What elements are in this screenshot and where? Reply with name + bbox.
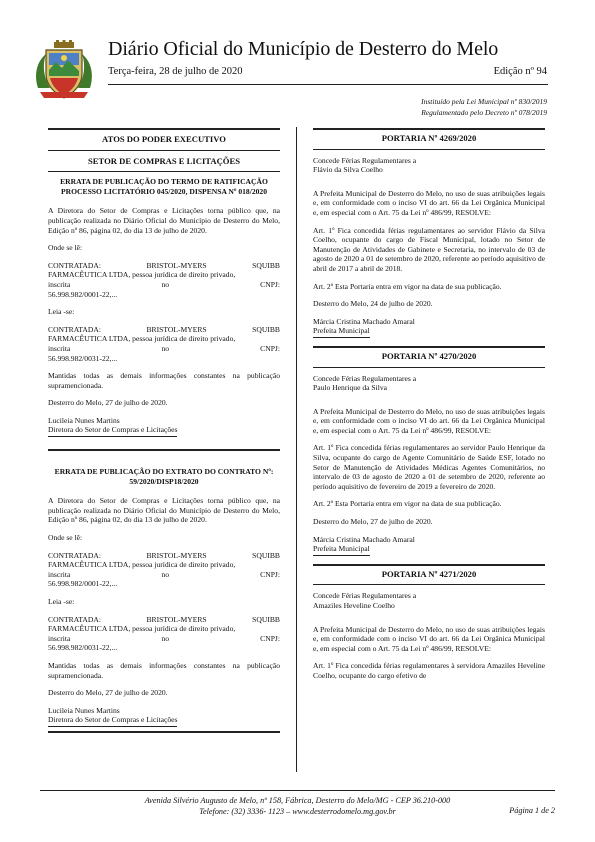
label-contratada: CONTRATADA: [48, 550, 101, 560]
divider [313, 346, 545, 348]
municipal-coat-of-arms-logo [32, 40, 96, 104]
portaria-article-2: Art. 2º Esta Portaria entra em vigor na data de sua publicação. [313, 499, 502, 509]
footer-contact: Telefone: (32) 3336- 1123 – www.desterrodomelo.mg.gov.br [199, 807, 396, 816]
portaria-subject: Concede Férias Regulamentares a [313, 591, 417, 601]
subsection-title: SETOR DE COMPRAS E LICITAÇÕES [87, 155, 240, 166]
errata-2-contratada-wrong [48, 551, 280, 589]
word: inscrita [48, 569, 71, 579]
footer-rule [40, 790, 555, 791]
portaria-article-1: Art. 1º Fica concedida férias regulamentares à servidora Amaziles Heveline Coelho, ocupante do cargo efetivo de [313, 661, 545, 680]
portaria-preamble: A Prefeita Municipal de Desterro do Melo, no uso de suas atribuições legais e, em conformidade com o inciso VI do art. 66 da Lei Orgânica Municipal e, em especial com o Art. 75 da Lei nº 486/99, RESOLVE: [313, 624, 545, 653]
errata-1-mantidas: Mantidas todas as demais informações constantes na publicação supramencionada. [48, 371, 280, 390]
label-contratada: CONTRATADA: [48, 324, 101, 334]
company-desc: FARMACÊUTICA LTDA, pessoa jurídica de direito privado, [48, 334, 236, 344]
word: inscrita [48, 279, 71, 289]
left-column [48, 128, 280, 733]
word: CNPJ: [260, 569, 280, 579]
errata-1-onde-se-le: Onde se lê: [48, 243, 83, 253]
portaria-4271-title: PORTARIA Nº 4271/2020 [381, 568, 477, 579]
edition-number: Edição nº 94 [493, 66, 547, 77]
errata-2 [48, 467, 280, 727]
portaria-4270 [313, 374, 545, 556]
company-part: SQUIBB [252, 260, 280, 270]
portaria-signer: Márcia Cristina Machado Amaral [313, 316, 415, 326]
word: no [161, 279, 170, 289]
portaria-signer-role: Prefeita Municipal [313, 544, 370, 556]
divider [313, 128, 545, 130]
newspaper-title: Diário Oficial do Município de Desterro do Melo [108, 38, 499, 60]
errata-1 [48, 177, 280, 437]
errata-1-signer: Lucileia Nunes Martins [48, 415, 120, 425]
portaria-article-2: Art. 2º Esta Portaria entra em vigor na data de sua publicação. [313, 281, 502, 291]
portaria-4270-title: PORTARIA Nº 4270/2020 [381, 350, 477, 361]
errata-1-signer-role: Diretora do Setor de Compras e Licitações [48, 425, 177, 437]
label-contratada: CONTRATADA: [48, 614, 101, 624]
divider [48, 731, 280, 733]
errata-1-place-date: Desterro do Melo, 27 de julho de 2020. [48, 398, 168, 408]
portaria-employee: Paulo Henrique da Silva [313, 383, 388, 393]
portaria-place-date: Desterro do Melo, 27 de julho de 2020. [313, 517, 433, 527]
divider [313, 149, 545, 150]
errata-2-contratada-correct [48, 615, 280, 653]
institution-decree: Regulamentado pelo Decreto nº 078/2019 [421, 108, 547, 117]
company-part: SQUIBB [252, 550, 280, 560]
portaria-signer-role: Prefeita Municipal [313, 326, 370, 338]
divider [48, 449, 280, 451]
errata-2-onde-se-le: Onde se lê: [48, 533, 83, 543]
errata-1-contratada-wrong [48, 261, 280, 299]
cnpj-value: 56.998.982/0031-22,... [48, 643, 118, 653]
errata-2-place-date: Desterro do Melo, 27 de julho de 2020. [48, 688, 168, 698]
company-part: SQUIBB [252, 324, 280, 334]
portaria-employee: Flávio da Silva Coelho [313, 165, 383, 175]
errata-2-intro: A Diretora do Setor de Compras e Licitações torna público que, na publicação realizada no Diário Oficial do Município de Desterro do Melo, Edição nº 86, página 02, do dia 13 de julho de 2020. [48, 496, 280, 525]
portaria-4271 [313, 591, 545, 680]
portaria-subject: Concede Férias Regulamentares a [313, 155, 417, 165]
cnpj-value: 56.998.982/0001-22,... [48, 579, 118, 589]
word: no [161, 343, 170, 353]
portaria-article-1: Art. 1º Fica concedida férias regulamentares ao servidor Flávio da Silva Coelho, ocupante do cargo de Fiscal Municipal, lotado no Setor de Manutenção de Atividades de Gabinete e Secretaria, no intervalo de 03 de agosto de 2020 a 01 de setembro de 2020, referente ao período aquisitivo de abril de 2017 a abril de 2018. [313, 225, 545, 273]
errata-1-leia-se: Leia -se: [48, 307, 75, 317]
cnpj-value: 56.998.982/0001-22,... [48, 289, 118, 299]
word: CNPJ: [260, 633, 280, 643]
portaria-preamble: A Prefeita Municipal de Desterro do Melo, no uso de suas atribuições legais e, em conformidade com o inciso VI do art. 66 da Lei Orgânica Municipal e, em especial com o Art. 75 da Lei nº 486/99, RESOLVE: [313, 406, 545, 435]
errata-2-signer: Lucileia Nunes Martins [48, 705, 120, 715]
header-rule [108, 84, 548, 85]
errata-2-signer-role: Diretora do Setor de Compras e Licitações [48, 715, 177, 727]
company-part: BRISTOL-MYERS [146, 260, 207, 270]
portaria-4269-title: PORTARIA Nº 4269/2020 [381, 133, 477, 143]
column-separator [296, 127, 297, 772]
company-part: BRISTOL-MYERS [146, 324, 207, 334]
errata-2-leia-se: Leia -se: [48, 597, 75, 606]
divider [48, 150, 280, 151]
divider [48, 171, 280, 172]
company-desc: FARMACÊUTICA LTDA, pessoa jurídica de direito privado, [48, 270, 236, 280]
company-desc: FARMACÊUTICA LTDA, pessoa jurídica de direito privado, [48, 624, 236, 634]
footer-address: Avenida Silvério Augusto de Melo, nº 158, Fábrica, Desterro do Melo/MG - CEP 36.210-000 [144, 796, 451, 805]
company-part: SQUIBB [252, 614, 280, 624]
word: inscrita [48, 343, 71, 353]
divider [313, 367, 545, 368]
portaria-subject: Concede Férias Regulamentares a [313, 373, 417, 383]
divider [313, 584, 545, 585]
word: CNPJ: [260, 343, 280, 353]
issue-date: Terça-feira, 28 de julho de 2020 [108, 66, 243, 77]
cnpj-value: 56.998.982/0031-22,... [48, 353, 118, 363]
label-contratada: CONTRATADA: [48, 260, 101, 270]
portaria-employee: Amaziles Heveline Coelho [313, 601, 395, 610]
divider [313, 564, 545, 566]
word: no [161, 569, 170, 579]
section-title: ATOS DO PODER EXECUTIVO [102, 134, 226, 144]
portaria-4269 [313, 156, 545, 338]
word: no [161, 633, 170, 643]
company-part: BRISTOL-MYERS [146, 550, 207, 560]
institution-law: Instituído pela Lei Municipal nº 830/2019 [421, 97, 547, 106]
institution-note [421, 96, 547, 118]
page-number: Página 1 de 2 [509, 806, 555, 815]
company-part: BRISTOL-MYERS [146, 614, 207, 624]
company-desc: FARMACÊUTICA LTDA, pessoa jurídica de direito privado, [48, 560, 236, 570]
portaria-signer: Márcia Cristina Machado Amaral [313, 534, 415, 544]
errata-2-title: ERRATA DE PUBLICAÇÃO DO EXTRATO DO CONTRATO Nº: 59/2020/DISP18/2020 [54, 467, 274, 486]
errata-1-intro: A Diretora do Setor de Compras e Licitações torna público que, na publicação realizada no Diário Oficial do Município de Desterro do Melo, Edição nº 86, página 02, do dia 13 de julho de 2020. [48, 206, 280, 235]
errata-2-mantidas: Mantidas todas as demais informações constantes na publicação supramencionada. [48, 660, 280, 680]
portaria-preamble: A Prefeita Municipal de Desterro do Melo, no uso de suas atribuições legais e, em conformidade com o inciso VI do art. 66 da Lei Orgânica Municipal e, em especial com o Art. 75 da Lei nº 486/99, RESOLVE: [313, 188, 545, 217]
right-column [313, 128, 545, 689]
word: CNPJ: [260, 279, 280, 289]
errata-1-title: ERRATA DE PUBLICAÇÃO DO TERMO DE RATIFICAÇÃO PROCESSO LICITATÓRIO 045/2020, DISPENSA Nº 018/2020 [60, 177, 268, 196]
word: inscrita [48, 633, 71, 643]
footer [0, 795, 595, 817]
portaria-article-1: Art. 1º Fica concedida férias regulamentares ao servidor Paulo Henrique da Silva, ocupante do cargo de Agente Comunitário de Saúde ESF, lotado no Setor de Manutenção de Atividades Médicas Agentes Comunitários, no intervalo de 03 de agosto de 2020 a 01 de setembro de 2020, referente ao período aquisitivo de fevereiro de 2019 a fevereiro de 2020. [313, 443, 545, 491]
divider [48, 128, 280, 130]
errata-1-contratada-correct [48, 325, 280, 363]
portaria-place-date: Desterro do Melo, 24 de julho de 2020. [313, 299, 433, 309]
